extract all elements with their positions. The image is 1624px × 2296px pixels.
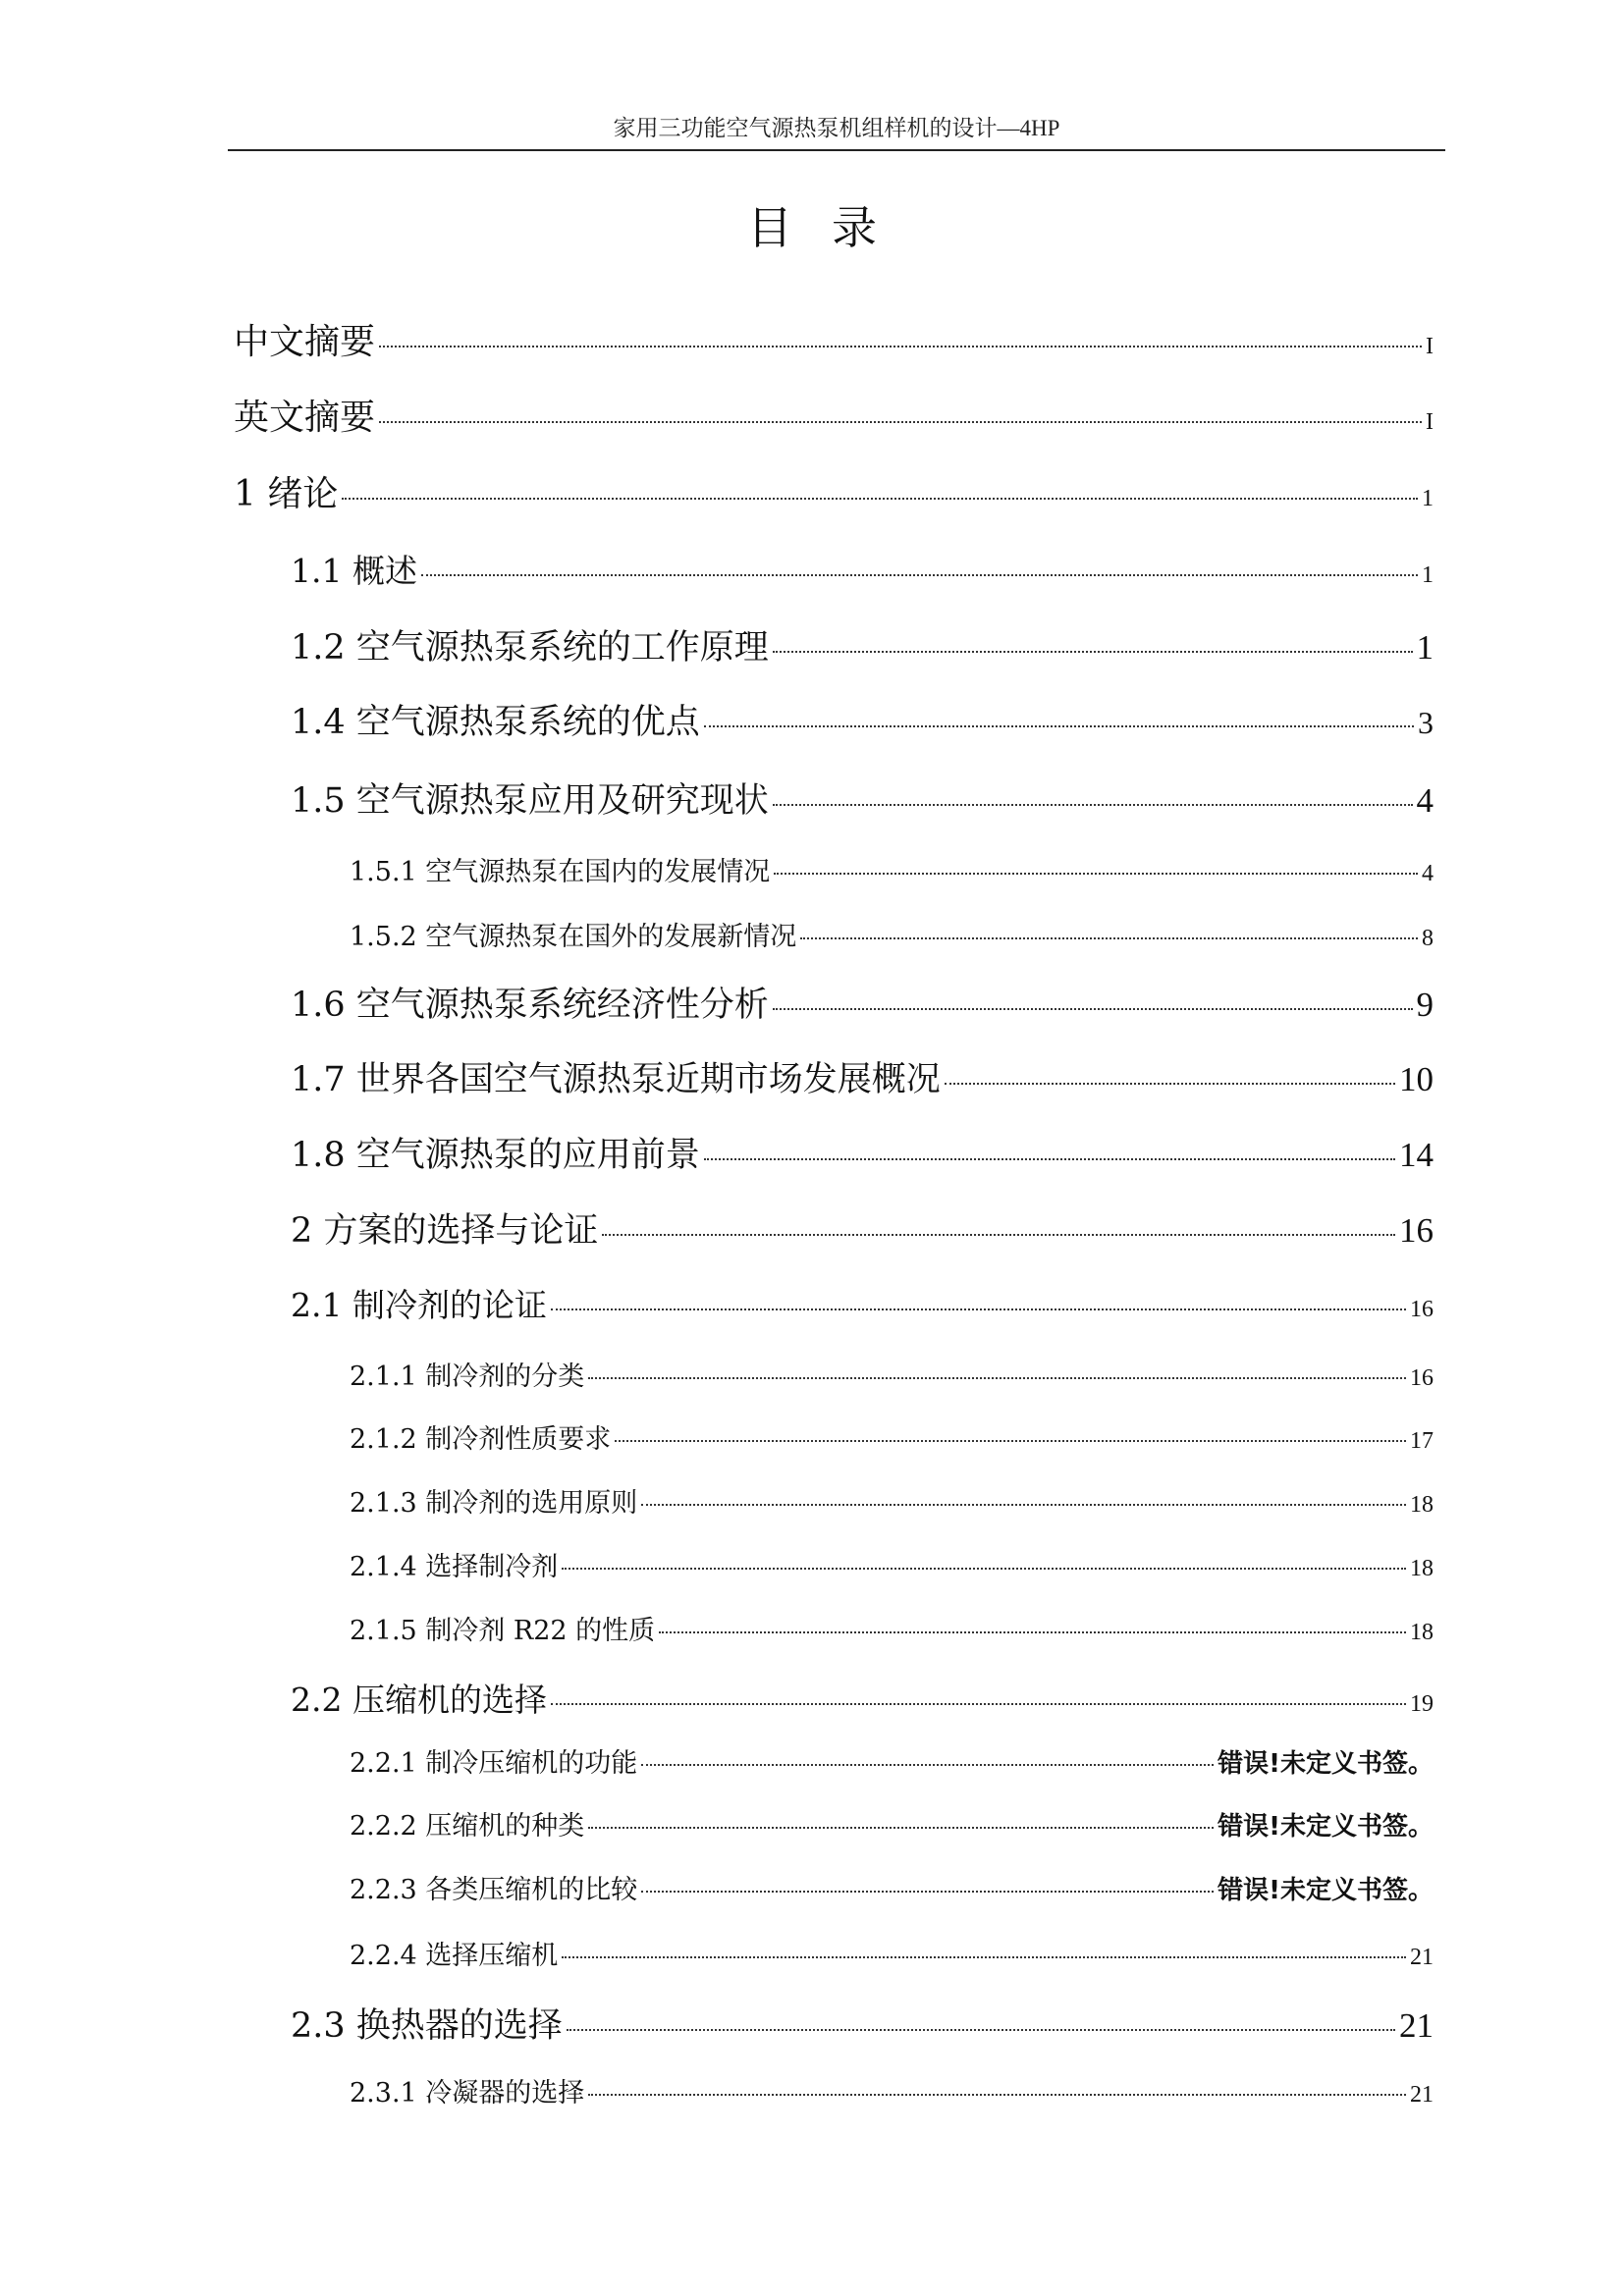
toc-entry-text: 1.7 世界各国空气源热泵近期市场发展概况 xyxy=(291,1060,941,1099)
toc-entry-text: 1.1 概述 xyxy=(291,552,417,590)
dot-leader xyxy=(588,2094,1406,2096)
dot-leader xyxy=(379,421,1422,423)
toc-entry-text: 1.4 空气源热泵系统的优点 xyxy=(291,703,700,742)
toc-page-number: 8 xyxy=(1422,926,1434,951)
dot-leader xyxy=(421,574,1418,576)
dot-leader xyxy=(615,1440,1406,1442)
toc-entry[interactable] xyxy=(291,1203,1434,1253)
dot-leader xyxy=(551,1308,1406,1310)
toc-entry-text: 2.1.3 制冷剂的选用原则 xyxy=(350,1488,638,1519)
toc-entry[interactable] xyxy=(291,978,1434,1027)
toc-entry[interactable] xyxy=(350,1417,1434,1456)
dot-leader xyxy=(602,1234,1395,1236)
toc-page-number: 18 xyxy=(1410,1556,1434,1581)
toc-entry[interactable] xyxy=(291,620,1434,669)
toc-entry-text: 2.3.1 冷凝器的选择 xyxy=(350,2078,585,2109)
dot-leader xyxy=(641,1504,1406,1506)
toc-entry-text: 2.2.1 制冷压缩机的功能 xyxy=(350,1748,638,1779)
toc-entry-text: 2.1.2 制冷剂性质要求 xyxy=(350,1424,612,1455)
dot-leader xyxy=(773,651,1413,653)
toc-page-number: 4 xyxy=(1416,781,1434,820)
toc-entry[interactable] xyxy=(291,1280,1434,1326)
toc-entry-text: 2.1 制冷剂的论证 xyxy=(291,1286,547,1324)
dot-leader xyxy=(773,1008,1413,1010)
toc-entry[interactable] xyxy=(350,2071,1434,2109)
toc-entry[interactable] xyxy=(291,1999,1434,2048)
toc-entry-text: 2.3 换热器的选择 xyxy=(291,2006,563,2046)
toc-entry[interactable] xyxy=(291,695,1434,744)
toc-entry-text: 1.5.1 空气源热泵在国内的发展情况 xyxy=(350,857,771,887)
toc-entry-text: 1.5 空气源热泵应用及研究现状 xyxy=(291,781,769,821)
running-header: 家用三功能空气源热泵机组样机的设计—4HP xyxy=(613,116,1060,140)
toc-entry[interactable] xyxy=(291,1675,1434,1721)
toc-entry-text: 中文摘要 xyxy=(234,322,376,362)
dot-leader xyxy=(641,1764,1214,1766)
toc-page-number: I xyxy=(1426,409,1434,435)
toc-page-number: 16 xyxy=(1410,1297,1434,1322)
toc-page-number: 21 xyxy=(1399,2006,1434,2045)
dot-leader xyxy=(379,346,1422,347)
toc-entry-text: 1.5.2 空气源热泵在国外的发展新情况 xyxy=(350,922,797,952)
toc-title: 目录 xyxy=(747,201,916,254)
toc-entry[interactable] xyxy=(350,1355,1434,1393)
toc-entry[interactable] xyxy=(350,1609,1434,1647)
toc-entry-text: 1.6 空气源热泵系统经济性分析 xyxy=(291,986,769,1025)
toc-entry[interactable] xyxy=(234,466,1434,516)
dot-leader xyxy=(800,937,1418,939)
toc-entry[interactable] xyxy=(350,1804,1434,1842)
toc-page-number: I xyxy=(1426,334,1434,359)
toc-entry-text: 2.1.1 制冷剂的分类 xyxy=(350,1362,585,1392)
dot-leader xyxy=(945,1083,1395,1085)
toc-entry[interactable] xyxy=(291,546,1434,592)
toc-page-number: 16 xyxy=(1399,1211,1434,1250)
toc-entry[interactable] xyxy=(234,314,1434,364)
toc-page-number: 1 xyxy=(1422,486,1434,511)
toc-entry-text: 2.2.3 各类压缩机的比较 xyxy=(350,1875,638,1905)
toc-entry-text: 1.2 空气源热泵系统的工作原理 xyxy=(291,628,769,667)
toc-entry-text: 2 方案的选择与论证 xyxy=(291,1211,599,1251)
toc-page-number: 3 xyxy=(1418,705,1434,740)
toc-error-text: 错误!未定义书签。 xyxy=(1218,1749,1434,1779)
dot-leader xyxy=(342,498,1418,500)
toc-page-number: 14 xyxy=(1399,1136,1434,1174)
dot-leader xyxy=(659,1631,1406,1633)
dot-leader xyxy=(551,1703,1406,1705)
toc-page-number: 21 xyxy=(1410,1945,1434,1970)
toc-entry-text: 2.1.5 制冷剂 R22 的性质 xyxy=(350,1616,656,1646)
toc-entry-text: 2.2.2 压缩机的种类 xyxy=(350,1811,585,1842)
toc-entry[interactable] xyxy=(350,1868,1434,1906)
toc-page-number: 19 xyxy=(1410,1691,1434,1717)
toc-entry[interactable] xyxy=(291,774,1434,823)
toc-entry[interactable] xyxy=(291,1128,1434,1177)
dot-leader xyxy=(588,1377,1406,1379)
toc-entry[interactable] xyxy=(234,390,1434,440)
toc-entry[interactable] xyxy=(350,1741,1434,1780)
toc-entry[interactable] xyxy=(350,1481,1434,1520)
toc-entry-text: 英文摘要 xyxy=(234,398,376,438)
toc-entry-text: 2.1.4 选择制冷剂 xyxy=(350,1552,559,1582)
toc-error-text: 错误!未定义书签。 xyxy=(1218,1812,1434,1842)
toc-entry-text: 1.8 空气源热泵的应用前景 xyxy=(291,1136,700,1175)
header-rule xyxy=(228,149,1445,151)
dot-leader xyxy=(562,1956,1406,1958)
dot-leader xyxy=(704,725,1414,727)
toc-entry-text: 2.2.4 选择压缩机 xyxy=(350,1941,559,1971)
toc-page-number: 18 xyxy=(1410,1492,1434,1518)
toc-page-number: 9 xyxy=(1416,986,1434,1024)
dot-leader xyxy=(567,2029,1395,2031)
toc-page-number: 21 xyxy=(1410,2082,1434,2108)
toc-entry[interactable] xyxy=(350,1545,1434,1583)
toc-entry-text: 1 绪论 xyxy=(234,474,339,514)
toc-error-text: 错误!未定义书签。 xyxy=(1218,1876,1434,1905)
dot-leader xyxy=(704,1158,1395,1160)
toc-page-number: 10 xyxy=(1399,1060,1434,1098)
toc-entry[interactable] xyxy=(350,850,1434,888)
dot-leader xyxy=(774,873,1418,875)
toc-page-number: 4 xyxy=(1422,861,1434,886)
toc-entry[interactable] xyxy=(350,1934,1434,1972)
toc-page-number: 17 xyxy=(1410,1428,1434,1454)
toc-page-number: 1 xyxy=(1416,628,1434,667)
toc-page-number: 18 xyxy=(1410,1620,1434,1645)
dot-leader xyxy=(562,1568,1406,1570)
toc-page-number: 16 xyxy=(1410,1365,1434,1391)
toc-entry-text: 2.2 压缩机的选择 xyxy=(291,1681,547,1719)
dot-leader xyxy=(773,804,1413,806)
dot-leader xyxy=(641,1891,1214,1893)
toc-entry[interactable] xyxy=(350,915,1434,953)
toc-page-number: 1 xyxy=(1422,562,1434,588)
toc-entry[interactable] xyxy=(291,1052,1434,1101)
dot-leader xyxy=(588,1827,1214,1829)
